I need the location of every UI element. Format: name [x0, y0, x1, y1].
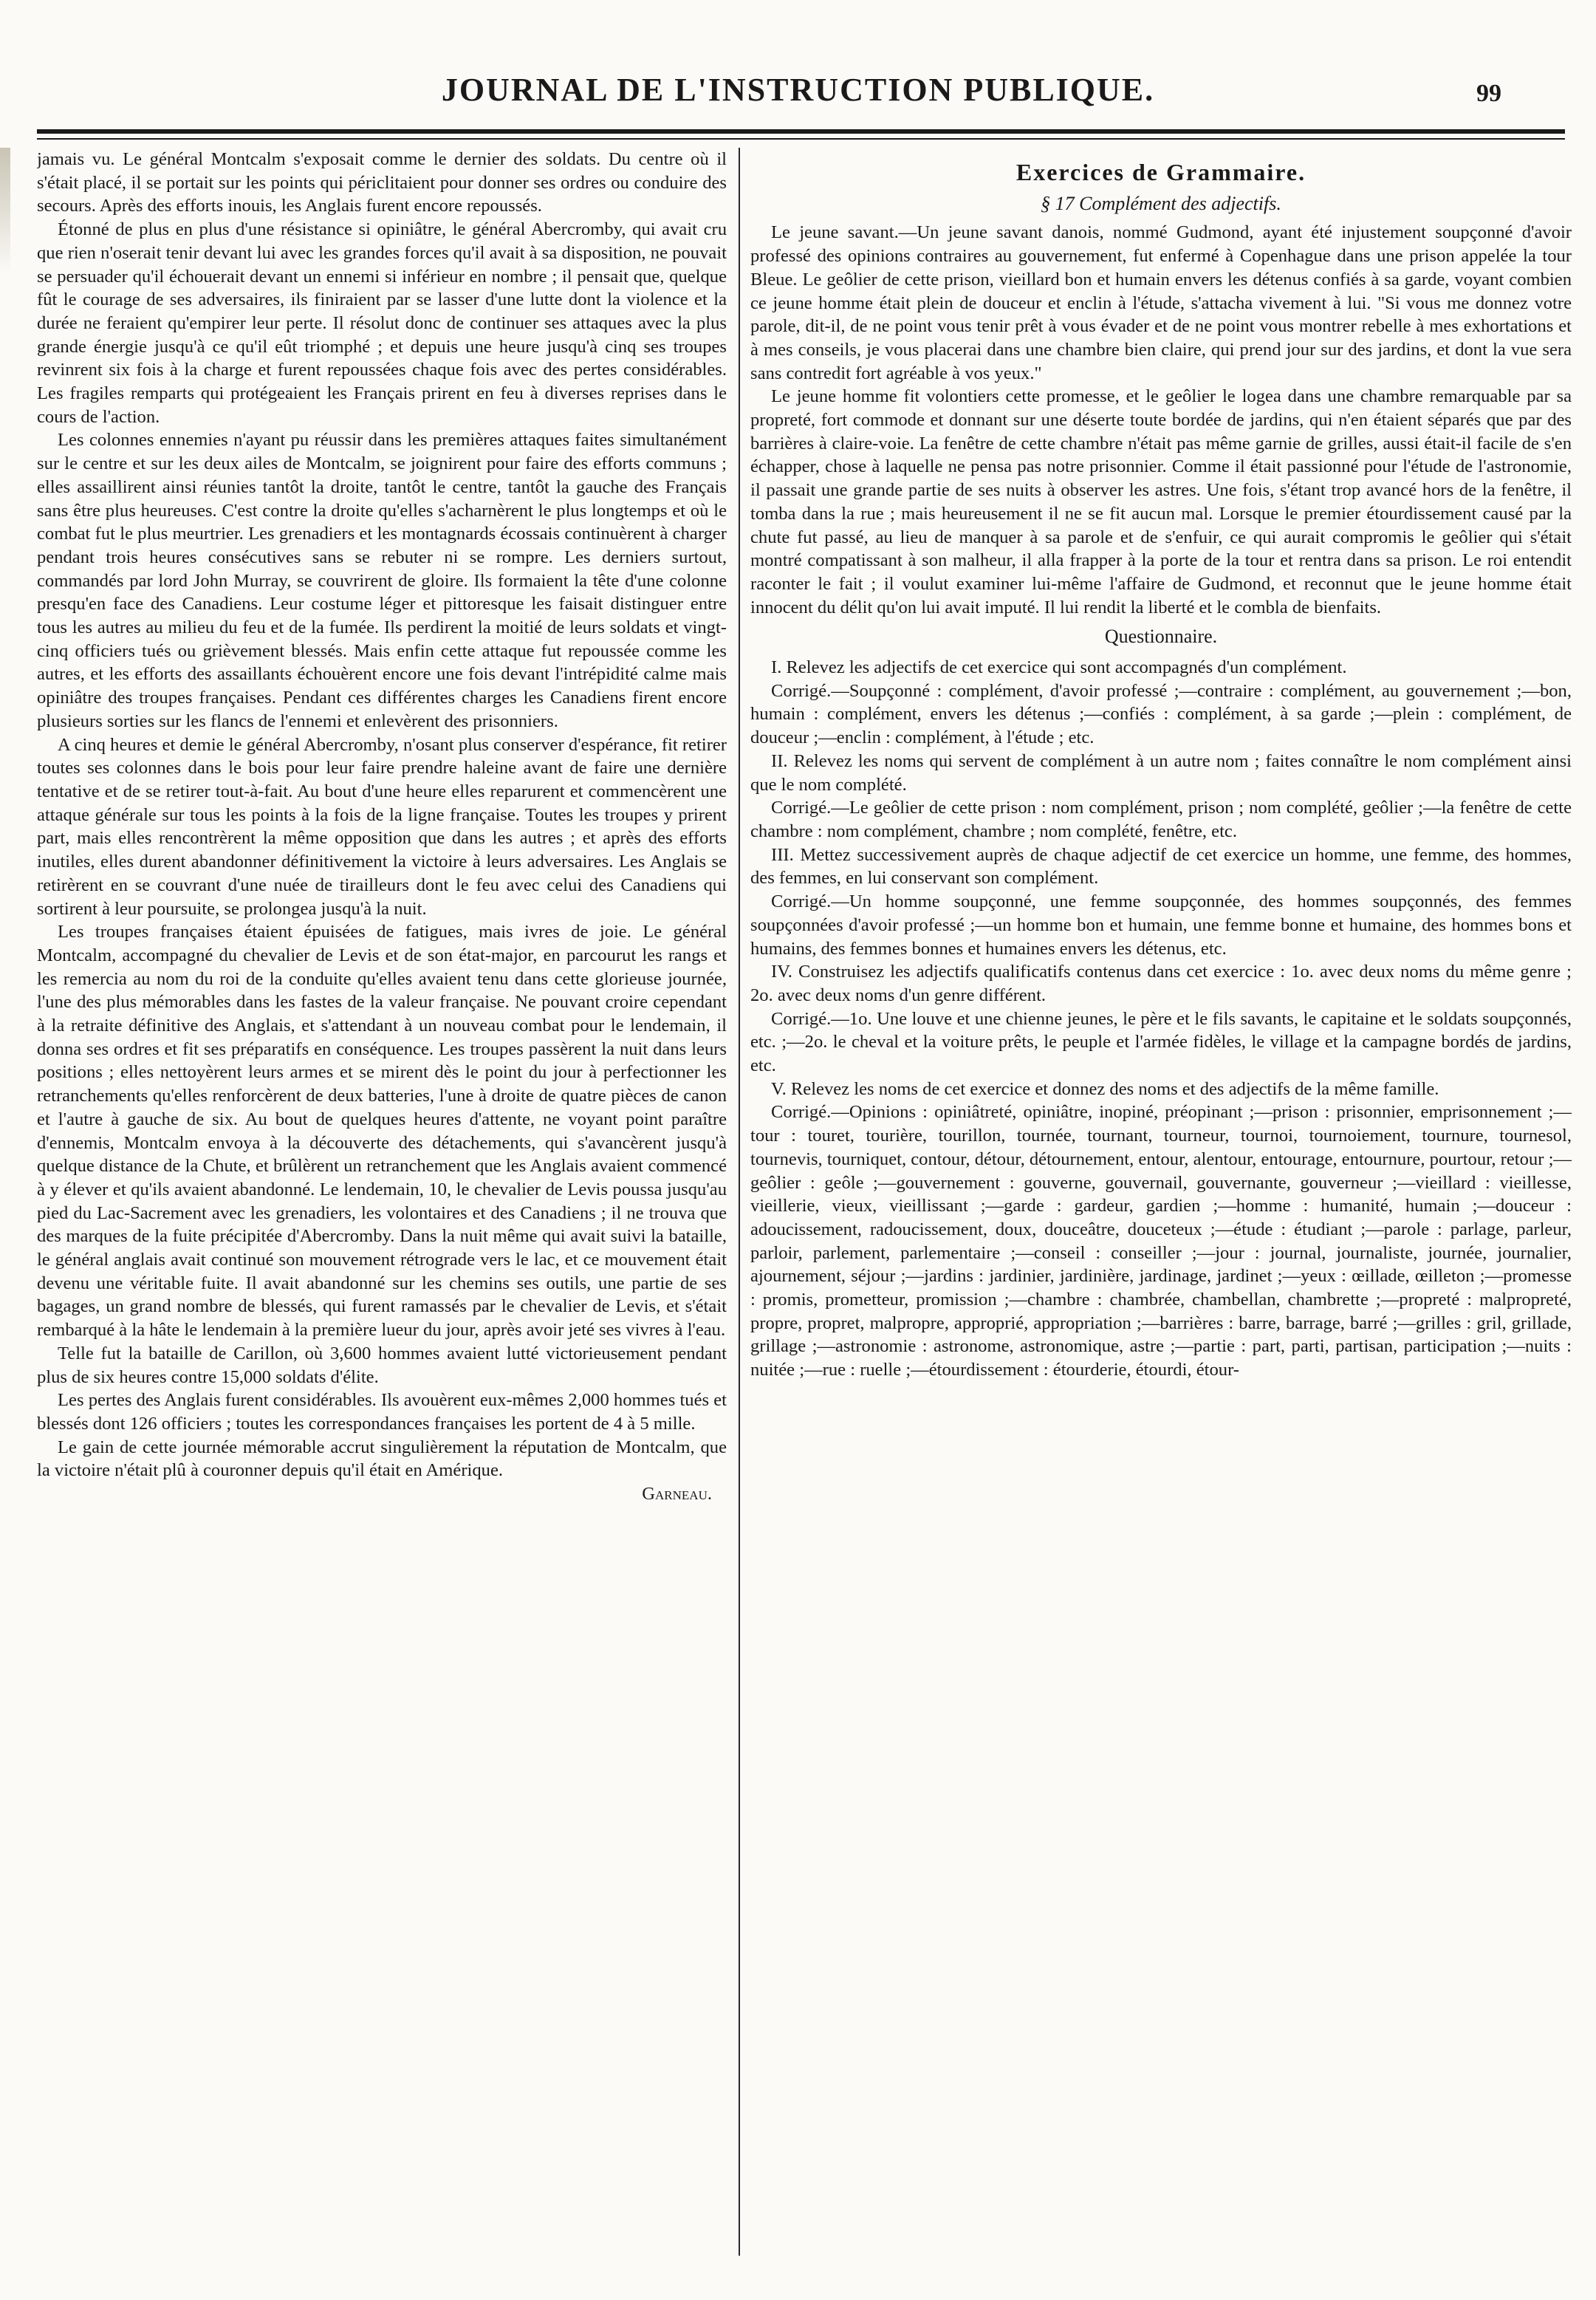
author-signature: Garneau. — [642, 1484, 712, 1505]
left-paragraph: jamais vu. Le général Montcalm s'exposait comme le dernier des soldats. Du centre où il s'était placé, il se portait sur les points qui périclitaient pour donner ses ordres ou conduire des secours. Après des efforts inouis, les Anglais furent encore repoussés. — [37, 149, 727, 216]
story-paragraph: Le jeune savant.—Un jeune savant danois, nommé Gudmond, ayant été injustement soupçonné d'avoir professé des opinions contraires au gouvernement, fut enfermé à Copenhague dans une prison appelée la tour Bleue. Le geôlier de cette prison, vieillard bon et humain envers les détenus confiés à sa garde, voyant combien ce jeune homme était plein de douceur et enclin à l'étude, s'attacha vivement à lui. "Si vous me donnez votre parole, dit-il, de ne point vous tenir prêt à vous évader et de ne point vous montrer rebelle à mes exhortations et à mes conseils, je vous placerai dans une chambre bien claire, qui prend jour sur des jardins, et dont la vue sera sans contredit fort agréable à vos yeux." — [750, 222, 1572, 383]
left-paragraph: Telle fut la bataille de Carillon, où 3,600 hommes avaient lutté victorieusement pendant plus de six heures contre 15,000 soldats d'élite. — [37, 1343, 727, 1387]
question-item: III. Mettez successivement auprès de chaque adjectif de cet exercice un homme, une femme, des hommes, des femmes, en lui conservant son complément. — [750, 844, 1572, 889]
section-title: Exercices de Grammaire. — [1016, 159, 1306, 185]
left-paragraph: Étonné de plus en plus d'une résistance si opiniâtre, le général Abercromby, qui avait cru que rien n'oserait tenir devant lui avec les grandes forces qu'il avait à sa disposition, ne pouvait se persuader qu'il échouerait devant un ennemi si inférieur en nombre ; il pensait que, quelque fût le courage de ses adversaires, ils finiraient par se lasser d'une lutte dont la violence et la durée ne feraient qu'empirer leur perte. Il résolut donc de continuer ses attaques avec la plus grande énergie jusqu'à ce qu'il eût triomphé ; et depuis une heure jusqu'à cinq ses troupes revinrent six fois à la charge et furent repoussées chaque fois avec des pertes considérables. Les fragiles remparts qui protégeaient les Français prirent en feu à diverses reprises dans le cours de l'action. — [37, 219, 727, 427]
corrige-item: Corrigé.—Le geôlier de cette prison : nom complément, prison ; nom complété, geôlier ;—la fenêtre de cette chambre : nom complément, chambre ; nom complété, fenêtre, etc. — [750, 798, 1572, 841]
left-paragraph: Les colonnes ennemies n'ayant pu réussir dans les premières attaques faites simultanément sur le centre et sur les deux ailes de Montcalm, se joignirent pour faire des efforts communs ; elles assaillirent ainsi réunies tantôt la droite, tantôt le centre, tantôt la gauche des Français sans être plus heureuses. C'est contre la droite qu'elles s'acharnèrent le plus longtemps et où le combat fut le plus meurtrier. Les grenadiers et les montagnards écossais continuèrent à charger pendant trois heures consécutives sans se rebuter ni se rompre. Les derniers surtout, commandés par lord John Murray, se couvrirent de gloire. Ils formaient la tête d'une colonne presqu'en face des Canadiens. Leur costume léger et pittoresque les faisait distinguer entre tous les autres au milieu du feu et de la fumée. Ils perdirent la moitié de leurs soldats et vingt-cinq officiers tués ou grièvement blessés. Mais enfin cette attaque fut repoussée comme les autres, et les efforts des assaillants échouèrent encore une fois devant l'intrépidité calme mais opiniâtre des troupes françaises. Pendant ces différentes charges les Canadiens firent encore plusieurs sorties sur les flancs de l'ennemi et enlevèrent des prisonniers. — [37, 430, 727, 731]
column-divider — [739, 148, 740, 2256]
questionnaire-title: Questionnaire. — [1104, 626, 1218, 648]
question-item: I. Relevez les adjectifs de cet exercice qui sont accompagnés d'un complément. — [771, 657, 1347, 678]
page-number: 99 — [1476, 80, 1501, 107]
left-paragraph: Les pertes des Anglais furent considérables. Ils avouèrent eux-mêmes 2,000 hommes tués et blessés dont 126 officiers ; toutes les correspondances françaises les portent de 4 à 5 mille. — [37, 1390, 727, 1434]
question-item: V. Relevez les noms de cet exercice et donnez des noms et des adjectifs de la même famille. — [771, 1078, 1439, 1099]
left-paragraph: A cinq heures et demie le général Abercromby, n'osant plus conserver d'espérance, fit retirer toutes ses colonnes dans le bois pour leur faire prendre haleine avant de faire une dernière tentative et de se retirer tout-à-fait. Au bout d'une heure elles reparurent et commencèrent une attaque générale sur tous les points à la fois de la ligne française. Toutes les troupes y prirent part, mais elles rencontrèrent la même opposition que dans les autres ; et après des efforts inutiles, elles durent abandonner définitivement la victoire à leurs adversaires. Les Anglais se retirèrent en se couvrant d'une nuée de tirailleurs dont le feu avec celui des Canadiens qui sortirent à leur poursuite, se prolongea jusqu'à la nuit. — [37, 734, 727, 919]
left-paragraph: Les troupes françaises étaient épuisées de fatigues, mais ivres de joie. Le général Montcalm, accompagné du chevalier de Levis et de son état-major, en parcourut les rangs et les remercia au nom du roi de la conduite qu'elles avaient tenu dans cette glorieuse journée, l'une des plus mémorables dans les fastes de la valeur française. Ne pouvant croire cependant à la retraite définitive des Anglais, et s'attendant à un nouveau combat pour le lendemain, il donna ses ordres et fit ses préparatifs en conséquence. Les troupes passèrent la nuit dans leurs positions ; elles nettoyèrent leurs armes et se mirent dès le point du jour à perfectionner les retranchements qu'elles renforcèrent de deux batteries, l'une à droite de quatre pièces de canon et l'autre à gauche de six. Au bout de quelques heures d'attente, ne voyant point paraître d'ennemis, Montcalm envoya à la découverte des détachements, qui s'avancèrent jusqu'à quelque distance de la Chute, et brûlèrent un retranchement que les Anglais avaient commencé à y élever et qu'ils avaient abandonné. Le lendemain, 10, le chevalier de Levis poussa jusqu'au pied du Lac-Sacrement avec les grenadiers, les volontaires et des Canadiens ; il ne trouva que des marques de la fuite précipitée d'Abercromby. Dans la nuit même qui avait suivi la bataille, le général anglais avait continué son mouvement rétrograde vers le lac, et ce mouvement était devenu une véritable fuite. Il avait abandonné sur les chemins ses outils, une partie de ses bagages, un grand nombre de blessés, qui furent ramassés par le chevalier de Levis, et s'était rembarqué à la hâte le lendemain à la première lueur du jour, après avoir jeté ses vivres à l'eau. — [37, 922, 727, 1341]
left-paragraph: Le gain de cette journée mémorable accrut singulièrement la réputation de Montcalm, que la victoire n'était plû à couronner depuis qu'il était en Amérique. — [37, 1437, 727, 1481]
corrige-item: Corrigé.—1o. Une louve et une chienne jeunes, le père et le fils savants, le capitaine et le soldats soupçonnés, etc. ;—2o. le cheval et la voiture prêts, le peuple et l'armée fidèles, le village et la campagne bordés de jardins, etc. — [750, 1008, 1572, 1076]
page-edge-stain — [0, 148, 10, 273]
left-column — [37, 148, 727, 2270]
corrige-item: Corrigé.—Soupçonné : complément, d'avoir professé ;—contraire : complément, au gouvernement ;—bon, humain : complément, envers les détenus ;—confiés : complément, à sa garde ;—plein : complément, de douceur ;—enclin : complément, à l'étude ; etc. — [750, 680, 1572, 748]
story-paragraph: Le jeune homme fit volontiers cette promesse, et le geôlier le logea dans une chambre remarquable par sa propreté, fort commode et donnant sur une déserte toute bordée de jardins, qui n'en étaient séparés que par des barrières à claire-voie. La fenêtre de cette chambre n'était pas même garnie de grilles, aussi était-il facile de s'en échapper, chose à laquelle ne pensa pas notre prisonnier. Comme il était passionné pour l'étude de l'astronomie, il passait une grande partie de ses nuits à observer les astres. Une fois, s'étant trop avancé hors de la fenêtre, il tomba dans la rue ; mais heureusement il ne se fit aucun mal. Lorsque le premier étourdissement causé par la chute fut passé, au lieu de manquer à sa parole et de s'enfuir, ce qui aurait compromis le geôlier qui s'était montré compatissant à son malheur, il alla frapper à la porte de la tour et rentra dans sa prison. Le roi entendit raconter le fait ; il voulut examiner lui-même l'affaire de Gudmond, et reconnut que le jeune homme était innocent du délit qu'on lui avait imputé. Il lui rendit la liberté et le combla de bienfaits. — [750, 386, 1572, 617]
section-subtitle: § 17 Complément des adjectifs. — [1041, 192, 1281, 214]
page-header — [0, 0, 1596, 133]
question-item: II. Relevez les noms qui servent de complément à un autre nom ; faites connaître le nom complément ainsi que le nom complété. — [750, 750, 1572, 795]
header-rule-thick — [37, 129, 1565, 134]
right-column — [750, 148, 1572, 2270]
corrige-item: Corrigé.—Un homme soupçonné, une femme soupçonnée, des hommes soupçonnés, des femmes soupçonnées d'avoir professé ;—un homme bon et humain, une femme bonne et humaine, des hommes bons et humains, des femmes bonnes et humaines envers les détenus, etc. — [750, 891, 1572, 959]
corrige-item: Corrigé.—Opinions : opiniâtreté, opiniâtre, inopiné, préopinant ;—prison : prisonnier, emprisonnement ;—tour : touret, tourière, tourillon, tournée, tournant, tourneur, tournoi, tournoiement, tournure, tournesol, tournevis, tourniquet, contour, détour, détournement, entour, alentour, entourage, entournure, pourtour, retour ;—geôlier : geôle ;—gouvernement : gouverne, gouvernail, gouvernante, gouverneur ;—vieillard : vieillesse, vieillerie, vieux, vieillissant ;—garde : gardeur, gardien ;—homme : humanité, humain ;—douceur : adoucissement, radoucissement, doux, douceâtre, douceteux ;—étude : étudiant ;—parole : parlage, parleur, parloir, parlement, parlementaire ;—conseil : conseiller ;—jour : journal, journaliste, journée, journalier, ajournement, séjour ;—jardins : jardinier, jardinière, jardinage, jardinet ;—yeux : œillade, œilleton ;—promesse : promis, prometteur, promission ;—chambre : chambrée, chambellan, chambrette ;—propreté : malpropreté, propre, propret, malpropre, approprié, appropriation ;—barrières : barre, barrage, barré ;—grilles : gril, grillade, grillage ;—astronomie : astronome, astronomique, astre ;—partie : part, parti, partisan, participation ;—nuits : nuitée ;—rue : ruelle ;—étourdissement : étourderie, étourdi, étour- — [750, 1102, 1572, 1380]
header-rule-thin — [37, 138, 1565, 140]
question-item: IV. Construisez les adjectifs qualificatifs contenus dans cet exercice : 1o. avec deux noms du même genre ; 2o. avec deux noms d'un genre différent. — [750, 962, 1572, 1005]
journal-title: JOURNAL DE L'INSTRUCTION PUBLIQUE. — [441, 72, 1155, 108]
